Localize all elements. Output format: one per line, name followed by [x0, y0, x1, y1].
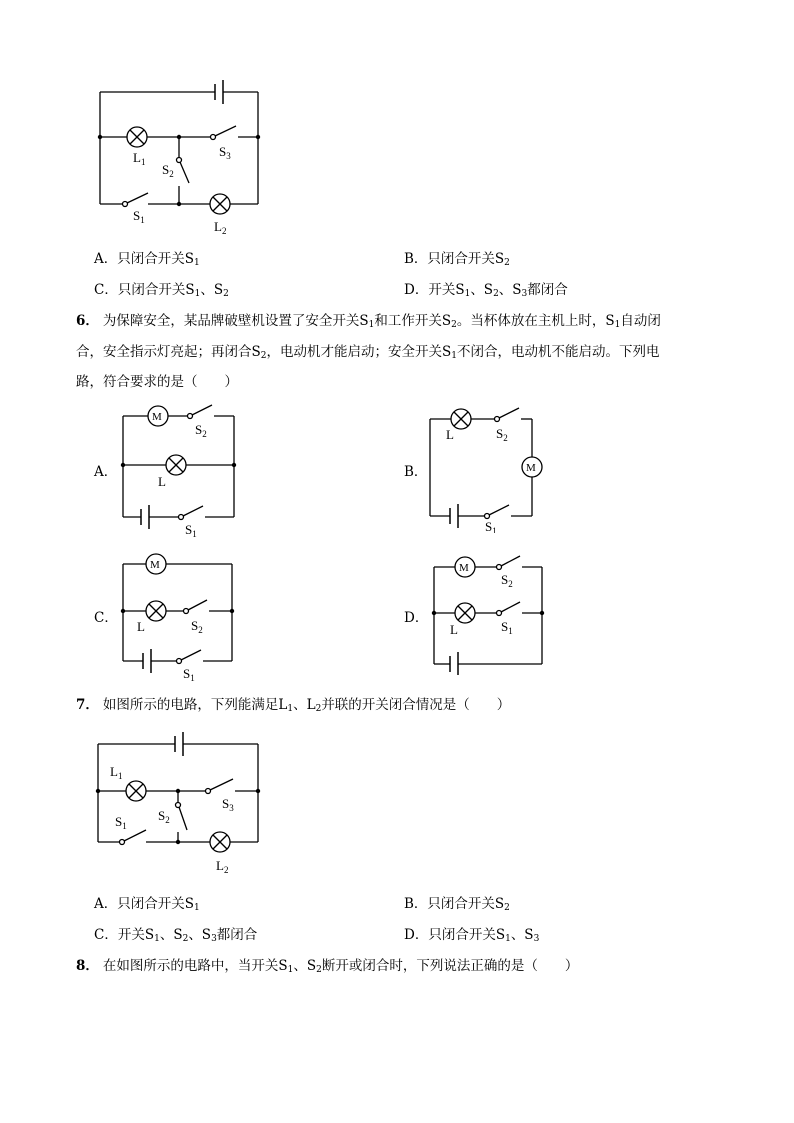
q7-stem: 7． 如图所示的电路，下列能满足$L_1$、$L_2$并联的开关闭合情况是（ ）: [76, 697, 511, 714]
svg-text:L: L: [450, 622, 458, 637]
q6-circuit-d: [426, 550, 556, 675]
q5-circuit-diagram: [90, 80, 270, 245]
svg-text:S2: $S_2$: [496, 426, 508, 443]
svg-text:L1: $L_1$: [133, 150, 146, 167]
svg-text:S1: $S_1$: [485, 519, 497, 533]
svg-text:L: L: [137, 619, 145, 634]
svg-text:L: L: [446, 427, 454, 442]
q7-option-a[interactable]: A．只闭合开关$S_1$: [94, 896, 200, 913]
q6-stem-line1: 6． 为保障安全，某品牌破壁机设置了安全开关$S_1$和工作开关$S_2$。当杯体放在主机上时，$S_1$自动闭: [76, 313, 661, 330]
q7-option-c[interactable]: C．开关$S_1$、$S_2$、$S_3$都闭合: [94, 927, 258, 944]
q5-option-d[interactable]: D．开关$S_1$、$S_2$、$S_3$都闭合: [404, 282, 568, 299]
q7-option-b[interactable]: B．只闭合开关$S_2$: [404, 896, 510, 913]
svg-text:S1: $S_1$: [183, 666, 195, 682]
svg-text:M: M: [152, 411, 162, 423]
q6-stem-line3: 路，符合要求的是（ ）: [76, 374, 238, 390]
svg-text:L1: $L_1$: [110, 764, 123, 781]
svg-text:S1: $S_1$: [185, 522, 197, 539]
q5-option-b[interactable]: B．只闭合开关$S_2$: [404, 251, 510, 268]
q6-option-d[interactable]: D．: [404, 610, 429, 626]
svg-text:S1: $S_1$: [115, 814, 127, 831]
q5-option-c[interactable]: C．只闭合开关$S_1$、$S_2$: [94, 282, 229, 299]
q8-stem: 8． 在如图所示的电路中，当开关$S_1$、$S_2$断开或闭合时，下列说法正确的是（ ）: [76, 958, 579, 975]
svg-text:S2: $S_2$: [195, 422, 207, 439]
svg-text:S2: $S_2$: [191, 618, 203, 635]
svg-text:S2: $S_2$: [158, 808, 170, 825]
q6-circuit-b: [422, 403, 552, 533]
svg-text:S2: $S_2$: [501, 572, 513, 589]
q6-option-a[interactable]: A．: [94, 464, 118, 480]
q6-circuit-a: [115, 400, 245, 540]
q6-circuit-c: [115, 547, 245, 682]
svg-text:S2: $S_2$: [162, 162, 174, 179]
svg-text:S1: $S_1$: [501, 619, 513, 636]
svg-text:L2: $L_2$: [216, 858, 229, 875]
svg-text:S3: $S_3$: [222, 796, 234, 813]
q6-option-c[interactable]: C．: [94, 610, 118, 626]
svg-text:M: M: [150, 559, 160, 571]
svg-text:M: M: [459, 562, 469, 574]
q6-option-b[interactable]: B．: [404, 464, 428, 480]
q7-option-d[interactable]: D．只闭合开关$S_1$、$S_3$: [404, 927, 540, 944]
q6-stem-line2: 合，安全指示灯亮起；再闭合$S_2$，电动机才能启动；安全开关$S_1$不闭合，电动机不能启动。下列电: [76, 344, 660, 361]
q7-circuit-diagram: [90, 728, 270, 883]
svg-text:L: L: [158, 474, 166, 489]
svg-text:S3: $S_3$: [219, 144, 231, 161]
svg-text:M: M: [526, 462, 536, 474]
q5-option-a[interactable]: A．只闭合开关$S_1$: [94, 251, 200, 268]
svg-text:S1: $S_1$: [133, 208, 145, 225]
svg-text:L2: $L_2$: [214, 219, 227, 236]
